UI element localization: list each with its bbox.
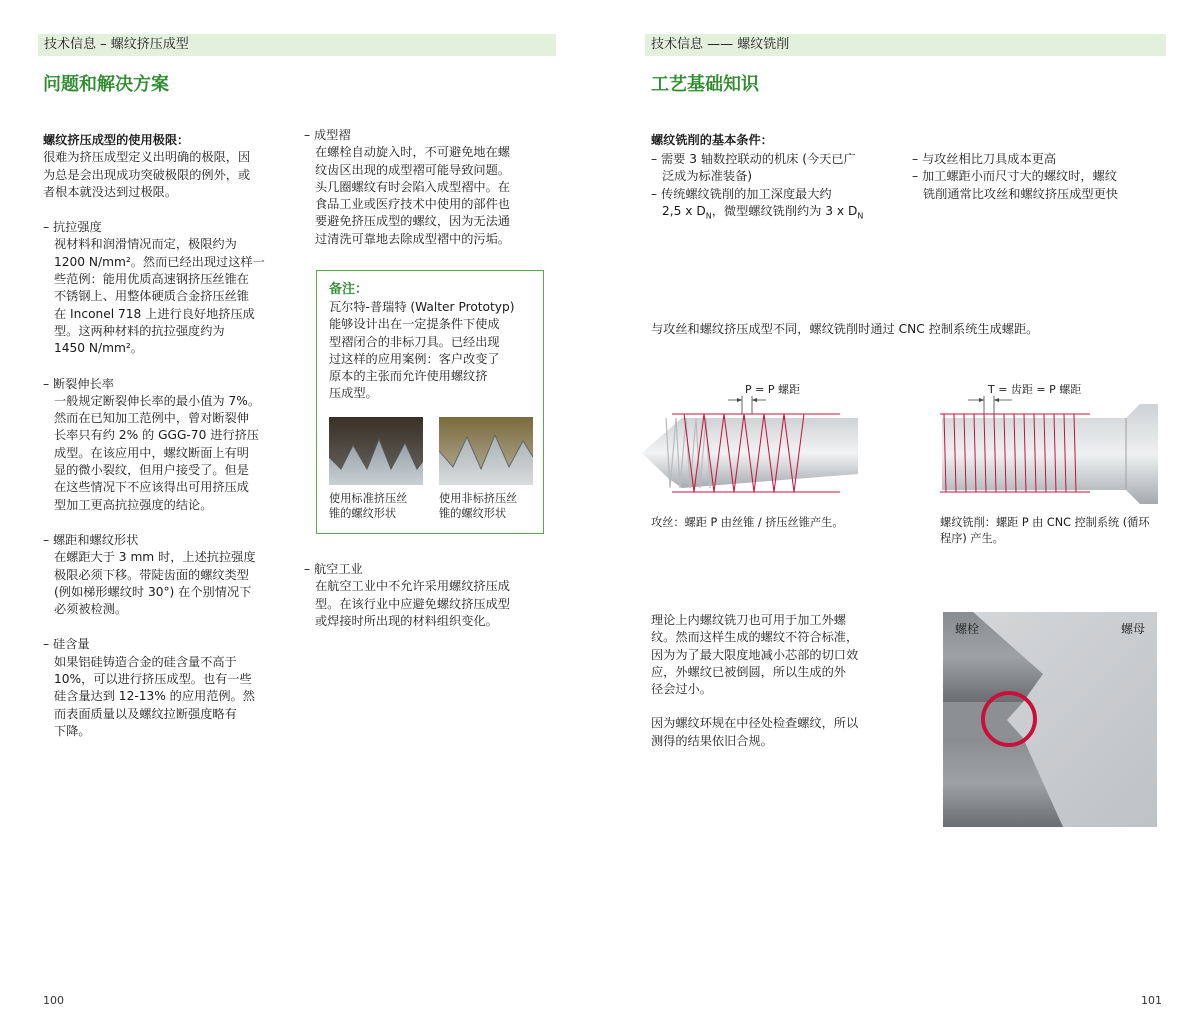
note-text: 瓦尔特-普瑞特 (Walter Prototyp) 能够设计出在一定提条件下使成 型褶闭合的非标刀具。已经出现 过这样的应用案例：客户改变了 原本的主张而允许使用螺纹挤 压成型。	[329, 300, 515, 401]
forming-fold-text: 在螺栓自动旋入时，不可避免地在螺 纹齿区出现的成型褶可能导致问题。 头几圈螺纹有时会陷入成型褶中。在 食品工业或医疗技术中使用的部件也 要避免挤压成型的螺纹，因为无法通 过清洗可靠地去除成型褶中的污垢。	[315, 145, 510, 246]
tap-pitch-diagram	[642, 378, 860, 498]
silicon-content-heading: – 硅含量	[43, 637, 90, 652]
mill-pitch-label: T = 齿距 = P 螺距	[988, 383, 1082, 396]
right-page-title: 工艺基础知识	[651, 74, 759, 95]
left-page-number: 100	[43, 994, 64, 1007]
basic-conditions-heading: 螺纹铣削的基本条件：	[651, 133, 773, 147]
pitch-generation-sentence: 与攻丝和螺纹挤压成型不同，螺纹铣削时通过 CNC 控制系统生成螺距。	[651, 322, 1039, 336]
right-page-header: 技术信息 —— 螺纹铣削	[645, 34, 1166, 56]
aerospace-text: 在航空工业中不允许采用螺纹挤压成 型。在该行业中应避免螺纹挤压成型 或焊接时所出现的材料组织变化。	[315, 579, 510, 628]
note-title: 备注：	[329, 282, 369, 297]
usage-limits-heading: 螺纹挤压成型的使用极限：	[43, 133, 190, 147]
special-tap-thread-photo	[439, 417, 533, 485]
aerospace-section	[304, 561, 554, 630]
tap-caption: 攻丝：螺距 P 由丝锥 / 挤压丝锥产生。	[651, 516, 844, 529]
external-thread-text: 理论上内螺纹铣刀也可用于加工外螺 纹。然而这样生成的螺纹不符合标准， 因为为了最大限度地减小芯部的切口效 应，外螺纹已被倒圆，所以生成的外 径会过小。 因为螺纹环规在中径处检查螺纹，所以 测得的结果依旧合规。	[651, 613, 859, 748]
silicon-content-text: 如果铝硅铸造合金的硅含量不高于 10%，可以进行挤压成型。也有一些 硅含量达到 12-13% 的应用范例。然 而表面质量以及螺纹拉断强度略有 下降。	[54, 654, 255, 738]
tensile-strength-text: 视材料和润滑情况而定，极限约为 1200 N/mm²。然而已经出现过这样一 些范例：能用优质高速钢挤压丝锥在 不锈钢上、用整体硬质合金挤压丝锥 在 Inconel 718 上进行良好地挤压成 型。这两种材料的抗拉强度约为 1450 N/mm²。	[54, 237, 265, 356]
left-column-1	[43, 132, 291, 740]
basic-conditions-col1: – 需要 3 轴数控联动的机床 (今天已广 泛成为标准装备) – 传统螺纹铣削的加工深度最大约 2,5 x $D_N$，微型螺纹铣削约为 3 x $D_N$	[651, 152, 864, 221]
nut-label: 螺母	[1120, 622, 1145, 636]
aerospace-heading: – 航空工业	[304, 562, 363, 576]
special-tap-caption: 使用非标挤压丝 锥的螺纹形状	[439, 491, 518, 520]
bolt-label: 螺栓	[955, 622, 980, 636]
pitch-shape-text: 在螺距大于 3 mm 时，上述抗拉强度 极限必须下移。带陡齿面的螺纹类型 (例如梯形螺纹时 30°) 在个别情况下 必须被检测。	[54, 550, 256, 617]
left-column-2	[304, 127, 554, 248]
pitch-shape-heading: – 螺距和螺纹形状	[43, 532, 139, 547]
right-page-number: 101	[1141, 994, 1162, 1007]
left-page-header: 技术信息 – 螺纹挤压成型	[38, 34, 556, 56]
usage-limits-text: 很难为挤压成型定义出明确的极限，因 为总是会出现成功突破极限的例外，或 者根本就没达到过极限。	[43, 150, 251, 199]
standard-tap-thread-photo	[329, 417, 423, 485]
note-box	[316, 270, 544, 534]
bolt-nut-illustration	[943, 612, 1157, 827]
elongation-text: 一般规定断裂伸长率的最小值为 7%。 然而在已知加工范例中，曾对断裂伸 长率只有约 2% 的 GGG-70 进行挤压 成型。在该应用中，螺纹断面上有明 显的微小裂纹，但用户接受了。但是 在这些情况下不应该得出可用挤压成 型加工更高抗拉强度的结论。	[54, 393, 261, 512]
left-page-title: 问题和解决方案	[43, 74, 169, 95]
thread-mill-pitch-diagram	[940, 378, 1158, 504]
standard-tap-caption: 使用标准挤压丝 锥的螺纹形状	[329, 491, 408, 520]
tap-pitch-label: P = P 螺距	[745, 383, 800, 396]
thread-mill-caption: 螺纹铣削：螺距 P 由 CNC 控制系统 (循环 程序) 产生。	[940, 516, 1150, 545]
forming-fold-heading: – 成型褶	[304, 128, 351, 142]
tensile-strength-heading: – 抗拉强度	[43, 220, 102, 235]
basic-conditions-col2: – 与攻丝相比刀具成本更高 – 加工螺距小而尺寸大的螺纹时，螺纹 铣削通常比攻丝和螺纹挤压成型更快	[912, 152, 1118, 201]
elongation-heading: – 断裂伸长率	[43, 376, 114, 391]
